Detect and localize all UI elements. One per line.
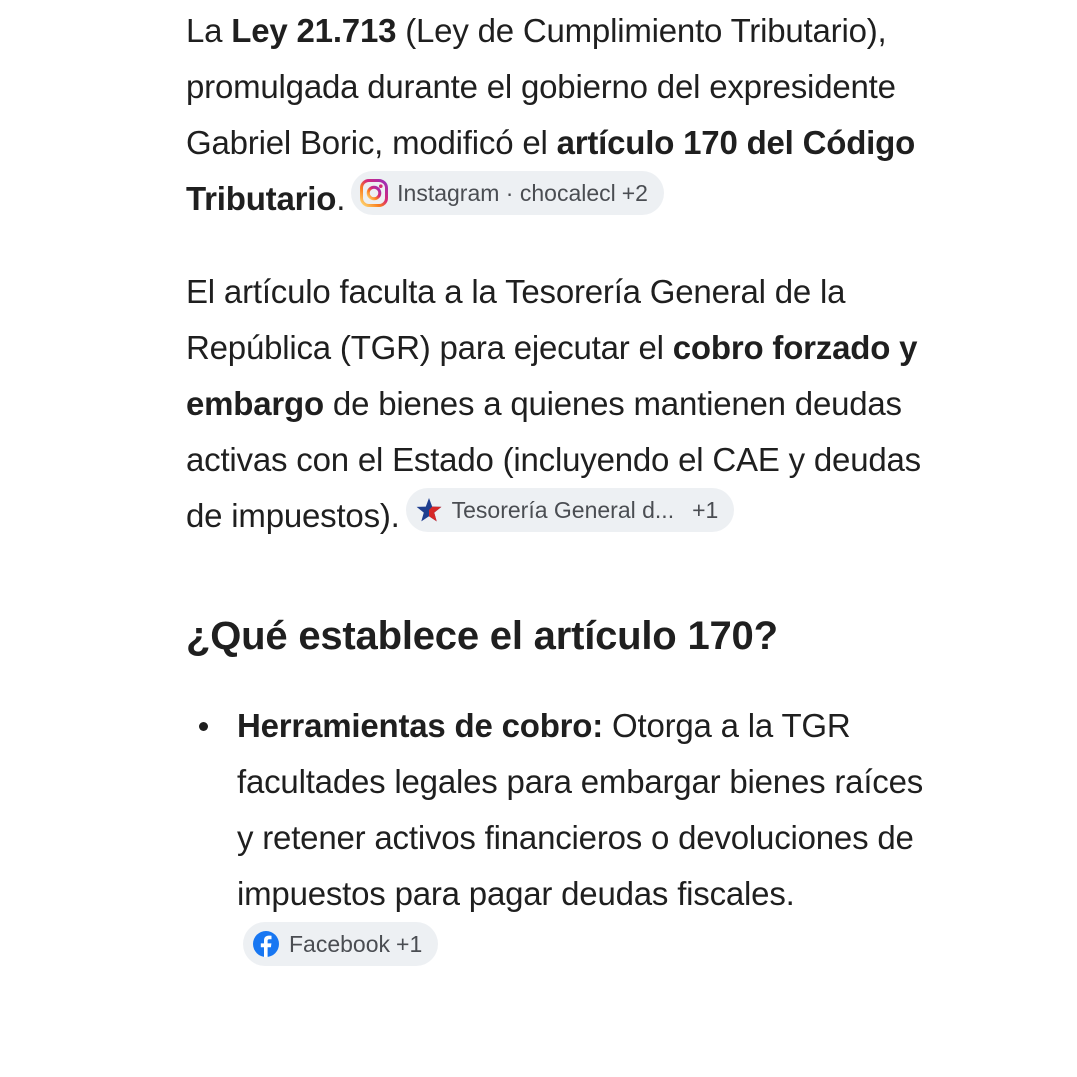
bullet-dot (199, 722, 208, 731)
source-chip-label: Instagram · chocalecl (397, 180, 616, 206)
source-chip-tesoreria[interactable] (406, 488, 735, 532)
paragraph-ley-21713 (186, 3, 946, 227)
source-chip-count: +1 (396, 931, 423, 957)
source-chip-instagram[interactable] (351, 171, 664, 215)
bold-law-name: Ley 21.713 (231, 12, 397, 49)
paragraph-text: (Ley de Cumplimiento Tributario), promulgada durante el gobierno del expresidente Gabriel Boric, modificó el (186, 12, 896, 161)
bullet-text: Otorga a la TGR facultades legales para embargar bienes raíces y retener activos financieros o devoluciones de impuestos para pagar deudas fiscales. (237, 707, 924, 912)
bullet-bold-label: Herramientas de cobro: (237, 707, 604, 744)
facebook-icon (251, 929, 281, 959)
paragraph-text: El artículo faculta a la Tesorería General de la República (TGR) para ejecutar el (186, 273, 846, 366)
answer-content (186, 0, 946, 978)
source-chip-label: Tesorería General d... (451, 497, 675, 523)
instagram-icon (359, 178, 389, 208)
source-chip-facebook[interactable] (243, 922, 438, 966)
bullet-list (186, 698, 946, 978)
source-chip-count: +2 (621, 180, 648, 206)
bold-cobro-forzado: cobro forzado y embargo (186, 329, 918, 422)
star-icon (414, 495, 444, 525)
bold-article-name: artículo 170 del Código Tributario (186, 124, 916, 217)
paragraph-text: de bienes a quienes mantienen deudas activas con el Estado (incluyendo el CAE y deudas de impuestos). (186, 385, 921, 534)
source-chip-count: +1 (692, 497, 719, 523)
section-heading: ¿Qué establece el artículo 170? (186, 614, 778, 658)
list-item (186, 698, 946, 978)
paragraph-text: La (186, 12, 232, 49)
source-chip-label: Facebook (289, 931, 391, 957)
paragraph-text: . (336, 180, 346, 217)
paragraph-articulo-facultades (186, 264, 946, 544)
